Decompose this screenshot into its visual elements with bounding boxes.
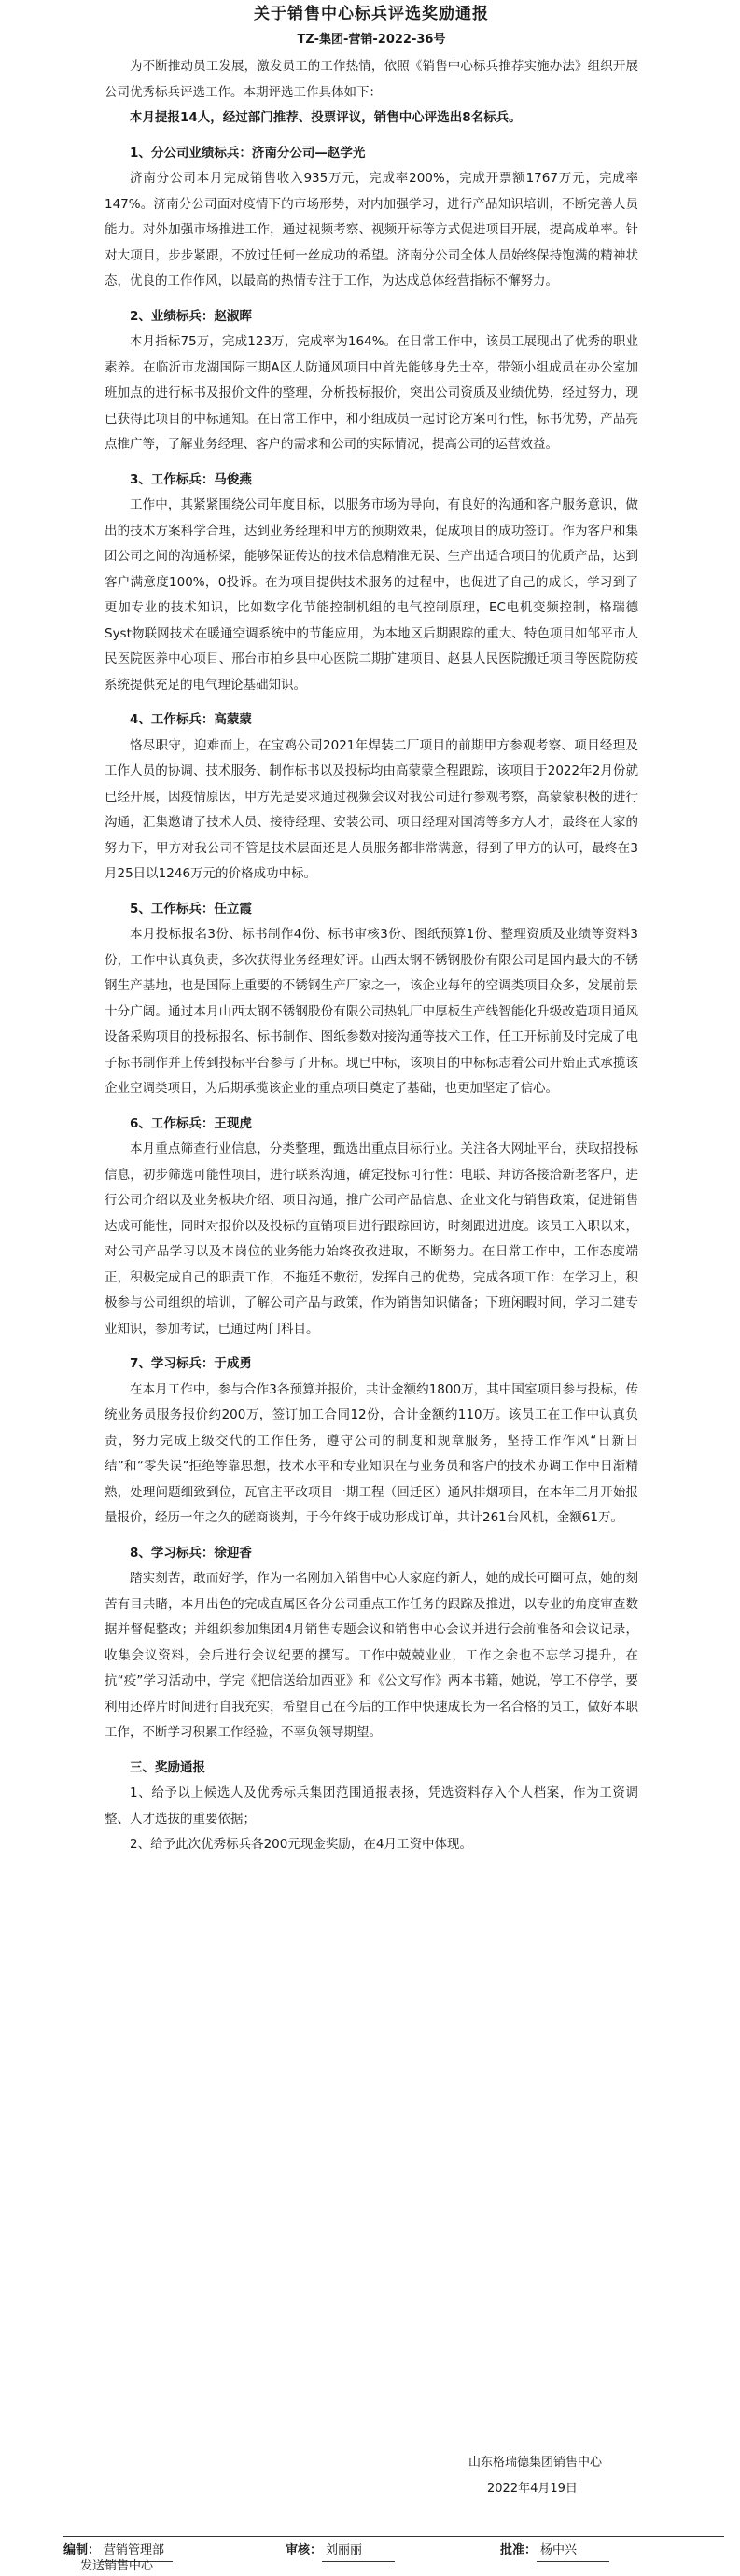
editor-value: 营销管理部 <box>100 2541 173 2562</box>
award-paragraph: 本月投标报名3份、标书制作4份、标书审核3份、图纸预算1份、整理资质及业绩等资料3份，工作中认真负责，多次获得业务经理好评。山西太钢不锈钢股份有限公司是国内最大的不锈钢生产基地，也是国际上重要的不锈钢生产厂家之一，该企业每年的空调类项目众多，发展前景十分广阔。通过本月山西太钢不锈钢股份有限公司热轧厂中厚板生产线智能化升级改造项目通风设备采购项目的投标报名、标书制作、图纸参数对接沟通等技术工作，任工开标前及时完成了电子标书制作并上传到投标平台参与了开标。现已中标，该项目的中标标志着公司开始正式承揽该企业空调类项目，为后期承揽该企业的重点项目奠定了基础，也更加坚定了信心。 <box>105 927 638 1096</box>
reviewer-value: 刘丽丽 <box>322 2541 395 2562</box>
rewards-list <box>105 1781 638 1858</box>
summary-line: 本月提报14人，经过部门推荐、投票评议，销售中心评选出8名标兵。 <box>130 110 522 125</box>
footer-rule-top <box>63 2536 724 2537</box>
reward-item: 2、给予此次优秀标兵各200元现金奖励，在4月工资中体现。 <box>130 1837 472 1852</box>
award-heading: 5、工作标兵：任立霞 <box>130 901 252 917</box>
notice-title: 关于销售中心标兵评选奖励通报 <box>254 5 489 23</box>
issuer-line: 发送销售中心 <box>80 2559 154 2573</box>
award-heading: 7、学习标兵：于成勇 <box>130 1356 252 1371</box>
award-paragraph: 济南分公司本月完成销售收入935万元，完成率200%，完成开票额1767万元，完成率147%。济南分公司面对疫情下的市场形势，对内加强学习，进行产品知识培训，不断完善人员能力。对外加强市场推进工作，通过视频考察、视频开标等方式促进项目开展，提高成单率。针对大项目，步步紧跟，不放过任何一丝成功的希望。济南分公司全体人员始终保持饱满的精神状态，优良的工作作风，以最高的热情专注于工作，为达成总体经营指标不懈努力。 <box>105 171 638 288</box>
award-paragraph: 在本月工作中，参与合作3各预算并报价，共计金额约1800万，其中国室项目参与投标，传统业务员服务报价约200万，签订加工合同12份，合计金额约110万。该员工在工作中认真负责，努力完成上级交代的工作任务，遵守公司的制度和规章服务，坚持工作作风“日新日结”和“零失误”拒绝等靠思想，技术水平和专业知识在与业务员和客户的技术协调工作中日渐精熟，处理问题细致到位，瓦官庄平改项目一期工程（回迁区）通风排烟项目，在本年三月开始报量报价，经历一年之久的磋商谈判，于今年终于成功形成订单，共计261台风机，金额61万。 <box>105 1381 638 1525</box>
signature-date: 2022年4月19日 <box>487 2482 578 2496</box>
intro-paragraph: 为不断推动员工发展，激发员工的工作热情，依照《销售中心标兵推荐实施办法》组织开展公司优秀标兵评选工作。本期评选工作具体如下： <box>105 59 638 100</box>
awards-list <box>105 141 638 1746</box>
award-heading: 1、分公司业绩标兵：济南分公司—赵学光 <box>130 145 366 161</box>
signature-org: 山东格瑞德集团销售中心 <box>468 2456 603 2470</box>
award-paragraph: 工作中，其紧紧围绕公司年度目标，以服务市场为导向，有良好的沟通和客户服务意识，做出的技术方案科学合理，达到业务经理和甲方的预期效果，促成项目的成功签订。作为客户和集团公司之间的沟通桥梁，能够保证传达的技术信息精准无误、生产出适合项目的优质产品，达到客户满意度100%，0投诉。在为项目提供技术服务的过程中，也促进了自己的成长，学习到了更加专业的技术知识，比如数字化节能控制机组的电气控制原理，EC电机变频控制，格瑞德Syst物联网技术在暖通空调系统中的节能应用，为本地区后期跟踪的重大、特色项目如邹平市人民医院医养中心项目、邢台市柏乡县中心医院二期扩建项目、赵县人民医院搬迁项目等医院防疫系统提供充足的电气理论基础知识。 <box>105 497 638 693</box>
award-heading: 8、学习标兵：徐迎香 <box>130 1545 252 1561</box>
award-paragraph: 恪尽职守，迎难而上，在宝鸡公司2021年焊装二厂项目的前期甲方参观考察、项目经理及工作人员的协调、技术服务、制作标书以及投标均由高蒙蒙全程跟踪，该项目于2022年2月份就已经开展，因疫情原因，甲方先是要求通过视频会议对我公司进行参观考察，高蒙蒙积极的进行沟通，汇集邀请了技术人员、接待经理、安装公司、项目经理对国湾等多方人才，最终在大家的努力下，甲方对我公司不管是技术层面还是人员服务都非常满意，得到了甲方的认可，最终在3月25日以1246万元的价格成功中标。 <box>105 737 638 881</box>
reviewer-field <box>286 2541 395 2562</box>
award-paragraph: 踏实刻苦，敢而好学，作为一名刚加入销售中心大家庭的新人，她的成长可圈可点，她的刻苦有目共睹，本月出色的完成直属区各分公司重点工作任务的跟踪及推进，以专业的角度审查数据并督促整改；并组织参加集团4月销售专题会议和销售中心会议并进行会前准备和会议记录，收集会议资料，会后进行会议纪要的撰写。工作中兢兢业业，工作之余也不忘学习提升，在抗“疫”学习活动中，学完《把信送给加西亚》和《公文写作》两本书籍，她说，停工不停学，要利用还碎片时间进行自我充实，希望自己在今后的工作中快速成长为一名合格的员工，做好本职工作，不断学习积累工作经验，不辜负领导期望。 <box>105 1571 638 1740</box>
award-heading: 6、工作标兵：王现虎 <box>130 1115 252 1131</box>
notice-body <box>105 4 638 1858</box>
reward-item: 1、给予以上候选人及优秀标兵集团范围通报表扬，凭选资料存入个人档案，作为工资调整、人才选拔的重要依据； <box>105 1785 638 1827</box>
award-heading: 2、业绩标兵：赵淑晖 <box>130 308 252 324</box>
approver-label: 批准： <box>500 2543 538 2557</box>
document-number: TZ-集团-营销-2022-36号 <box>297 33 446 47</box>
section-rewards-heading: 三、奖励通报 <box>130 1759 205 1775</box>
award-paragraph: 本月指标75万，完成123万，完成率为164%。在日常工作中，该员工展现出了优秀的职业素养。在临沂市龙湖国际三期A区人防通风项目中首先能够身先士卒，带领小组成员在办公室加班加点的进行标书及报价文件的整理，分析投标报价，突出公司资质及业绩优势，经过努力，现已获得此项目的中标通知。在日常工作中，和小组成员一起讨论方案可行性，标书优势，产品亮点推广等，了解业务经理、客户的需求和公司的实际情况，提高公司的运营效益。 <box>105 334 638 452</box>
editor-label: 编制： <box>63 2543 101 2557</box>
reviewer-label: 审核： <box>286 2543 323 2557</box>
award-paragraph: 本月重点筛查行业信息，分类整理，甄选出重点目标行业。关注各大网址平台，获取招投标信息，初步筛选可能性项目，进行联系沟通，确定投标可行性：电联、拜访各接洽新老客户，进行公司介绍以及业务板块介绍、项目沟通，推广公司产品信息、企业文化与销售政策，促进销售达成可能性，同时对报价以及投标的直销项目进行跟踪回访，时刻跟进进度。该员工入职以来，对公司产品学习以及本岗位的业务能力始终孜孜进取，不断努力。在日常工作中，工作态度端正，积极完成自己的职责工作，不拖延不敷衍，发挥自己的优势，完成各项工作：在学习上，积极参与公司组织的培训，了解公司产品与政策，作为销售知识储备；下班闲暇时间，学习二建专业知识，参加考试，已通过两门科目。 <box>105 1141 638 1337</box>
award-heading: 4、工作标兵：高蒙蒙 <box>130 712 252 727</box>
approver-field <box>500 2541 609 2562</box>
approver-value: 杨中兴 <box>537 2541 609 2562</box>
award-heading: 3、工作标兵：马俊燕 <box>130 471 252 487</box>
